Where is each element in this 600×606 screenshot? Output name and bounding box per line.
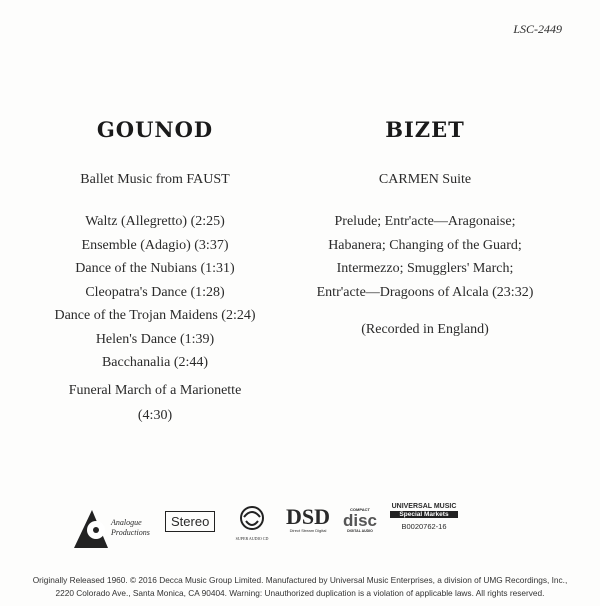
work-title-faust: Ballet Music from FAUST (80, 172, 230, 187)
track-line: Habanera; Changing of the Guard; (328, 237, 522, 253)
faust-track-list (5, 210, 305, 428)
track: Helen's Dance (1:39) (95, 331, 215, 347)
track: Ensemble (Adagio) (3:37) (81, 237, 229, 253)
product-code: B0020762-16 (401, 522, 447, 531)
composer-gounod: GOUNOD (96, 117, 214, 142)
track-line: Intermezzo; Smugglers' March; (336, 261, 514, 276)
work-title-carmen: CARMEN Suite (378, 172, 472, 187)
analogue-productions-icon (74, 508, 108, 548)
composer-bizet: BIZET (385, 117, 465, 142)
sacd-icon (239, 505, 265, 531)
track: Waltz (Allegretto) (2:25) (85, 214, 225, 229)
recording-note: (Recorded in England) (361, 322, 489, 337)
catalog-number: LSC-2449 (513, 22, 562, 36)
sacd-logo: SUPER AUDIO CD (232, 505, 272, 541)
dsd-logo: DSD Direct Stream Digital (285, 504, 330, 533)
track: Dance of the Trojan Maidens (2:24) (54, 308, 256, 323)
track: Dance of the Nubians (1:31) (75, 261, 235, 276)
track-line: Entr'acte—Dragoons of Alcala (23:32) (316, 284, 534, 300)
track-time: (4:30) (137, 408, 173, 423)
carmen-track-list (275, 210, 575, 342)
compact-disc-logo: COMPACT disc DIGITAL AUDIO (343, 507, 378, 533)
track-line: Prelude; Entr'acte—Aragonaise; (334, 214, 516, 229)
track: Cleopatra's Dance (1:28) (85, 284, 225, 300)
track: Bacchanalia (2:44) (101, 355, 209, 370)
track: Funeral March of a Marionette (68, 382, 242, 398)
universal-music-logo: UNIVERSAL MUSIC Special Markets B0020762-16 (388, 503, 460, 531)
stereo-badge: Stereo (165, 511, 215, 532)
analogue-productions-logo: Analogue Productions (70, 505, 155, 550)
legal-footer: Originally Released 1960. © 2016 Decca Music Group Limited. Manufactured by Universal Music Enterprises, a division of UMG Recordings, Inc., 2220 Colorado Ave., Santa Monica, CA 90404. Warning: Unauthorized duplication is a violation of applicable laws. All rights reserved. (32, 575, 568, 598)
